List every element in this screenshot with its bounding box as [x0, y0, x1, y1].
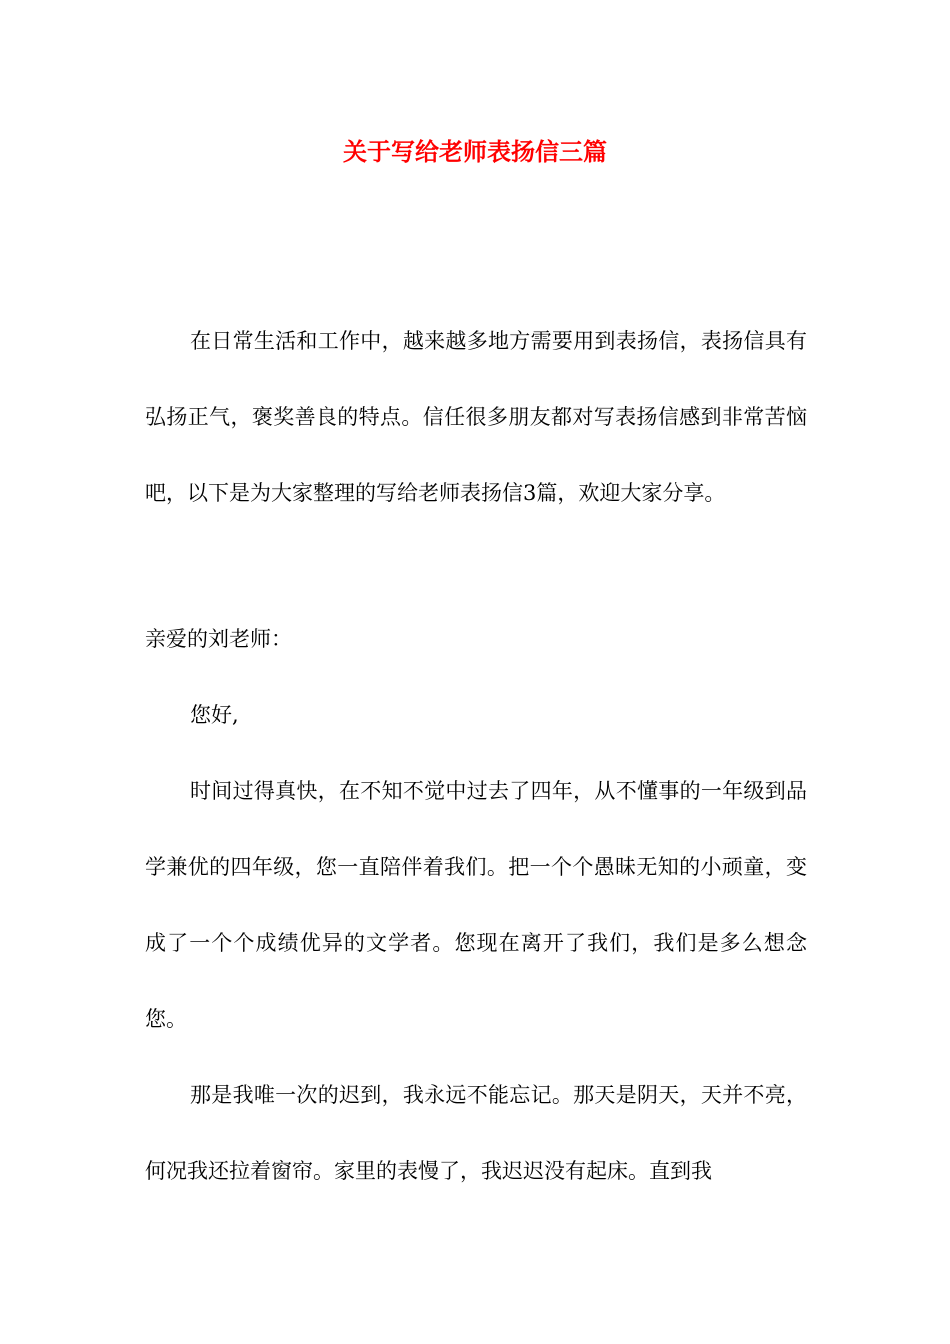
- intro-paragraph: 在日常生活和工作中，越来越多地方需要用到表扬信，表扬信具有弘扬正气，褒奖善良的特点。信任很多朋友都对写表扬信感到非常苦恼吧，以下是为大家整理的写给老师表扬信3篇，欢迎大家分享。: [145, 329, 807, 505]
- salutation: 亲爱的刘老师：: [145, 627, 292, 651]
- greeting: 您好,: [190, 703, 239, 727]
- body-paragraph-1: 时间过得真快，在不知不觉中过去了四年，从不懂事的一年级到品学兼优的四年级，您一直陪伴着我们。把一个个愚昧无知的小顽童，变成了一个个成绩优异的文学者。您现在离开了我们，我们是多么想念您。: [145, 779, 807, 1031]
- body-paragraph-2: 那是我唯一次的迟到，我永远不能忘记。那天是阴天，天并不亮，何况我还拉着窗帘。家里的表慢了，我迟迟没有起床。直到我: [145, 1083, 807, 1183]
- document-title: 关于写给老师表扬信三篇: [343, 137, 607, 166]
